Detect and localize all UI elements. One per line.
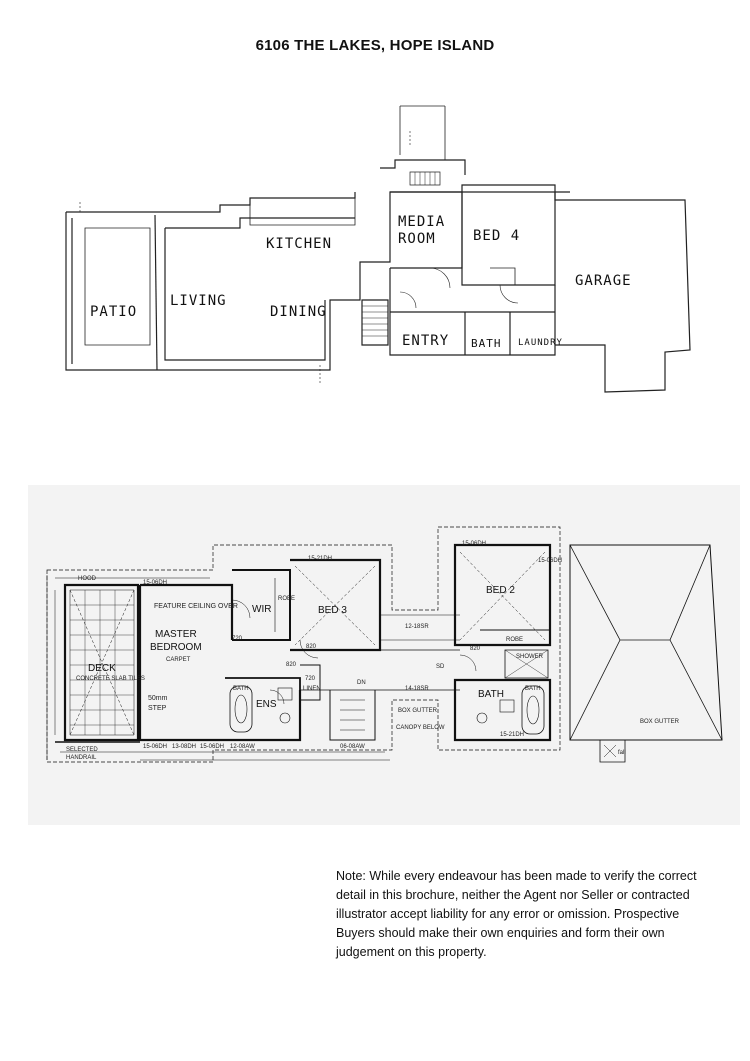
room-label-bath: BATH (471, 337, 502, 350)
label-fall: fall (618, 750, 626, 756)
room-label-living: LIVING (170, 293, 227, 309)
label-bed3: BED 3 (318, 605, 347, 616)
label-box-gutter: BOX GUTTER (398, 708, 438, 714)
ground-floor-labels (90, 214, 632, 350)
label-hood: HOOD (78, 576, 96, 582)
dim-15-06dh-b: 15-06DH (462, 541, 487, 547)
ground-floor-plan (66, 106, 690, 392)
dim-720-a: 720 (232, 636, 243, 642)
label-handrail: HANDRAIL (66, 755, 97, 761)
room-label-media-2: ROOM (398, 231, 436, 247)
dim-15-21dh-b: 15-21DH (500, 732, 525, 738)
room-label-bed4: BED 4 (473, 228, 521, 244)
label-bath-b: BATH (525, 686, 541, 692)
dim-12-18sr: 12-18SR (405, 624, 429, 630)
dim-12-08aw: 12-08AW (230, 744, 255, 750)
label-deck: DECK (88, 663, 116, 674)
page-title: 6106 THE LAKES, HOPE ISLAND (255, 37, 495, 54)
dim-06-08aw: 06-08AW (340, 744, 365, 750)
label-bed2: BED 2 (486, 585, 515, 596)
label-feature-ceiling: FEATURE CEILING OVER (154, 603, 238, 610)
dim-15-06dh-d: 15-06DH (200, 744, 225, 750)
label-wir: WIR (252, 604, 272, 615)
disclaimer-note: Note: While every endeavour has been made to verify the correct detail in this brochure, neither the Agent nor Seller or contracted illustrator accept liability for any error or omission. Prospective Buyers should make their own enquiries and form their own judgement on this property. (336, 869, 697, 959)
label-shower: SHOWER (516, 654, 543, 660)
dim-15-06dh: 15-06DH (143, 580, 168, 586)
label-master-1: MASTER (155, 629, 197, 640)
label-master-2: BEDROOM (150, 642, 202, 653)
dim-15-06dh-c: 15-06DH (143, 744, 168, 750)
label-canopy: CANOPY BELOW (396, 725, 445, 731)
label-linen: LINEN (303, 686, 321, 692)
label-bath-a: BATH (233, 686, 249, 692)
label-robe-1: ROBE (278, 596, 296, 602)
dim-15-06dh-e: 15-06DH (538, 558, 563, 564)
label-box-gutter-2: BOX GUTTER (640, 719, 680, 725)
label-carpet: CARPET (166, 657, 191, 663)
room-label-kitchen: KITCHEN (266, 236, 333, 252)
label-robe-2: ROBE (506, 637, 524, 643)
room-label-media-1: MEDIA (398, 214, 446, 230)
dim-13-08dh: 13-08DH (172, 744, 197, 750)
dim-15-21dh: 15-21DH (308, 556, 333, 562)
label-sd: SD (436, 664, 445, 670)
room-label-entry: ENTRY (402, 333, 450, 349)
room-label-patio: PATIO (90, 304, 138, 320)
upper-floor-background (28, 485, 740, 825)
label-step-1: 50mm (148, 695, 168, 702)
label-concrete: CONCRETE SLAB TILES (76, 676, 145, 682)
label-selected: SELECTED (66, 747, 98, 753)
room-label-dining: DINING (270, 304, 327, 320)
dim-14-18sr: 14-18SR (405, 686, 429, 692)
dim-820-c: 820 (470, 646, 481, 652)
dim-820-a: 820 (306, 644, 317, 650)
dim-820-b: 820 (286, 662, 297, 668)
room-label-garage: GARAGE (575, 273, 632, 289)
label-bath: BATH (478, 689, 504, 700)
dim-720-b: 720 (305, 676, 316, 682)
room-label-laundry: LAUNDRY (518, 338, 563, 348)
label-dn: DN (357, 680, 366, 686)
label-ens: ENS (256, 699, 277, 710)
label-step-2: STEP (148, 705, 167, 712)
